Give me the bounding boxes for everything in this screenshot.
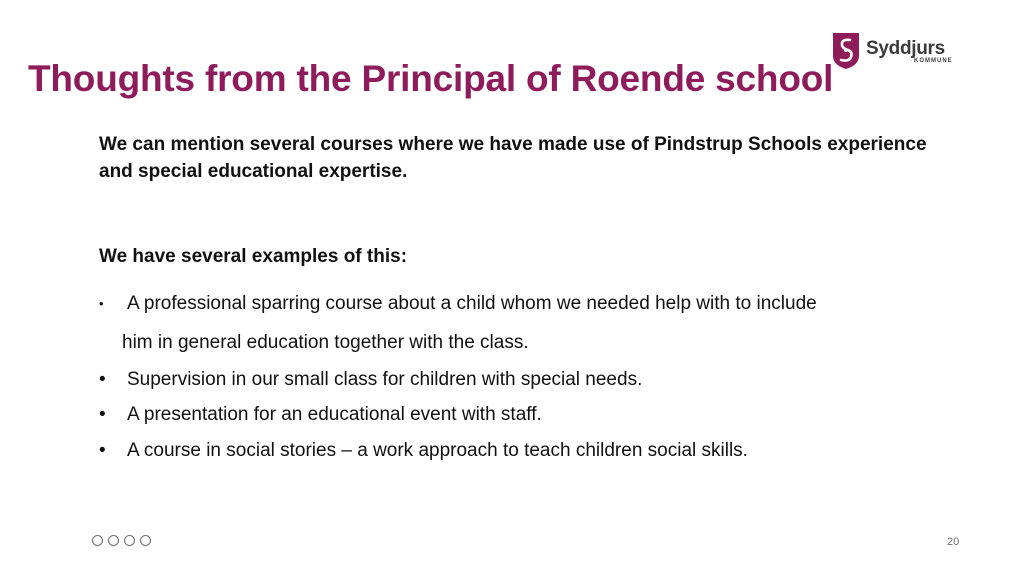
bullet-marker: •: [99, 369, 106, 390]
circle-icon: [92, 535, 103, 546]
list-item-text: A presentation for an educational event with staff.: [127, 404, 542, 425]
circle-icon: [140, 535, 151, 546]
bullet-marker: •: [99, 296, 104, 311]
shield-icon: [832, 32, 860, 70]
examples-heading: We have several examples of this:: [99, 246, 408, 267]
page-number: 20: [947, 536, 960, 548]
list-item-text: A course in social stories – a work approach to teach children social skills.: [127, 440, 748, 461]
logo-name: Syddjurs: [866, 38, 945, 59]
bullet-marker: •: [99, 404, 106, 425]
syddjurs-logo: [832, 32, 962, 72]
list-item-text: A professional sparring course about a child whom we needed help with to include: [127, 293, 817, 314]
slide-title: Thoughts from the Principal of Roende school: [28, 58, 834, 99]
circle-icon: [108, 535, 119, 546]
circle-icon: [124, 535, 135, 546]
bullet-marker: •: [99, 440, 106, 461]
intro-paragraph: We can mention several courses where we have made use of Pindstrup Schools experience and special educational expertise.: [99, 134, 927, 182]
logo-subtitle: KOMMUNE: [914, 58, 953, 64]
decorative-circles: [92, 535, 151, 546]
list-item-text: him in general education together with the class.: [122, 332, 529, 353]
list-item-text: Supervision in our small class for children with special needs.: [127, 369, 643, 390]
